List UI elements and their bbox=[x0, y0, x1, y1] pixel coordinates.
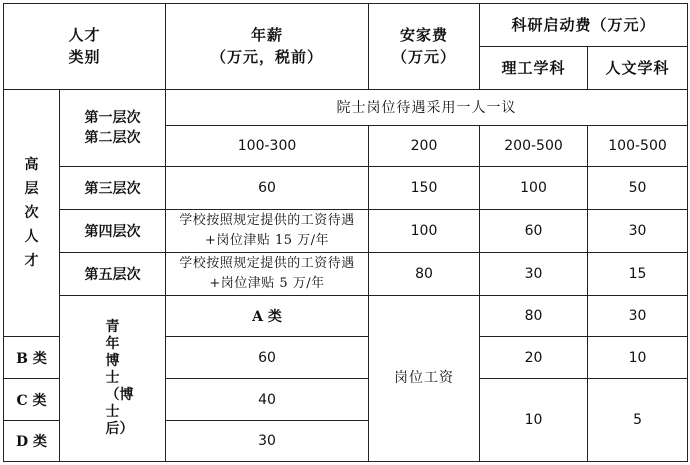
class-a-label: A 类 bbox=[166, 295, 369, 337]
a-settlement: 80 bbox=[480, 295, 588, 337]
group-young-label: 青年博士（博士后） bbox=[105, 318, 134, 437]
level-1-2 bbox=[60, 89, 166, 167]
academician-note: 院士岗位待遇采用一人一议 bbox=[166, 89, 688, 126]
class-d-label: D 类 bbox=[4, 421, 60, 462]
header-science: 理工学科 bbox=[480, 46, 588, 89]
l5-settlement: 80 bbox=[369, 252, 480, 295]
cd-science: 10 bbox=[480, 379, 588, 462]
group-senior bbox=[4, 89, 60, 337]
b-science: 20 bbox=[480, 337, 588, 379]
c-settlement: 40 bbox=[166, 379, 369, 421]
level-3-label: 第三层次 bbox=[60, 167, 166, 210]
talent-compensation-table bbox=[3, 3, 688, 462]
level-1-label: 第一层次 bbox=[84, 109, 141, 126]
b-settlement: 60 bbox=[166, 337, 369, 379]
l12-settlement: 200 bbox=[369, 126, 480, 167]
l4-science: 60 bbox=[480, 210, 588, 253]
l3-humanities: 50 bbox=[588, 167, 688, 210]
class-c-label: C 类 bbox=[4, 379, 60, 421]
group-senior-label: 高层次人才 bbox=[24, 157, 39, 270]
b-humanities: 10 bbox=[588, 337, 688, 379]
header-settlement: 安家费 （万元） bbox=[369, 4, 480, 90]
group-young bbox=[60, 295, 166, 461]
l3-science: 100 bbox=[480, 167, 588, 210]
cd-humanities: 5 bbox=[588, 379, 688, 462]
level-4-label: 第四层次 bbox=[60, 210, 166, 253]
l12-salary: 100-300 bbox=[166, 126, 369, 167]
level-2-label: 第二层次 bbox=[84, 129, 141, 146]
a-science: 30 bbox=[588, 295, 688, 337]
header-category: 人才 类别 bbox=[4, 4, 166, 90]
l12-science: 200-500 bbox=[480, 126, 588, 167]
l4-humanities: 30 bbox=[588, 210, 688, 253]
l3-salary: 60 bbox=[166, 167, 369, 210]
header-research: 科研启动费（万元） bbox=[480, 4, 688, 47]
header-humanities: 人文学科 bbox=[588, 46, 688, 89]
l5-salary: 学校按照规定提供的工资待遇+岗位津贴 5 万/年 bbox=[166, 252, 369, 295]
l5-humanities: 15 bbox=[588, 252, 688, 295]
l5-science: 30 bbox=[480, 252, 588, 295]
class-b-label: B 类 bbox=[4, 337, 60, 379]
level-5-label: 第五层次 bbox=[60, 252, 166, 295]
l3-settlement: 150 bbox=[369, 167, 480, 210]
l4-settlement: 100 bbox=[369, 210, 480, 253]
young-salary: 岗位工资 bbox=[369, 295, 480, 461]
d-settlement: 30 bbox=[166, 421, 369, 462]
l12-humanities: 100-500 bbox=[588, 126, 688, 167]
header-salary: 年薪 （万元，税前） bbox=[166, 4, 369, 90]
l4-salary: 学校按照规定提供的工资待遇+岗位津贴 15 万/年 bbox=[166, 210, 369, 253]
